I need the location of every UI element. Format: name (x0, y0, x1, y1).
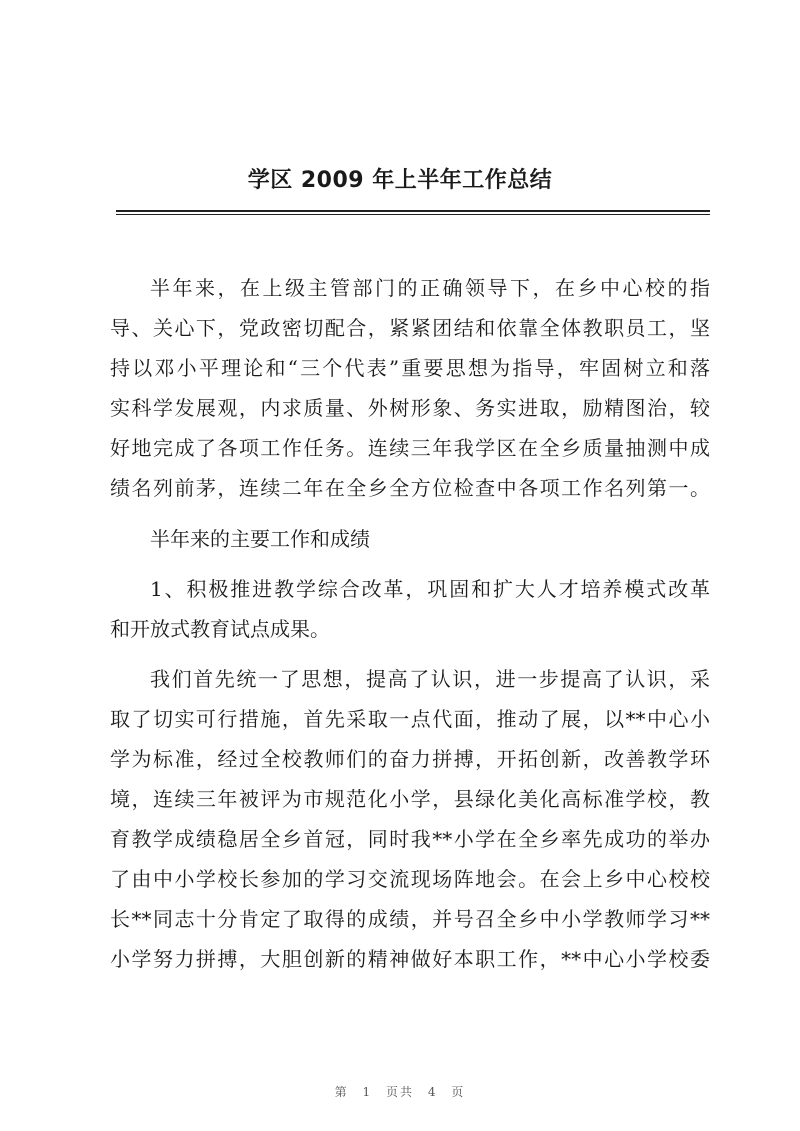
body-line: 了由中小学校长参加的学习交流现场阵地会。在会上乡中心校校 (110, 867, 710, 891)
title-underline (116, 210, 710, 215)
body-line: 持以邓小平理论和“三个代表”重要思想为指导，牢固树立和落 (110, 356, 710, 380)
body-line: 育教学成绩稳居全乡首冠，同时我**小学在全乡率先成功的举办 (110, 827, 710, 851)
body-line: 导、关心下，党政密切配合，紧紧团结和依靠全体教职员工，坚 (110, 316, 710, 340)
body-line: 我们首先统一了思想，提高了认识，进一步提高了认识，采 (150, 667, 710, 691)
footer-suffix: 页 (451, 1085, 466, 1099)
footer-prefix: 第 (334, 1085, 349, 1099)
body-line: 小学努力拼搏，大胆创新的精神做好本职工作，**中心小学校委 (110, 947, 710, 971)
body-line: 学为标准，经过全校教师们的奋力拼搏，开拓创新，改善教学环 (110, 747, 710, 771)
footer-page-number: 1 (362, 1085, 373, 1099)
body-line: 和开放式教育试点成果。 (110, 617, 330, 641)
footer-total-pages: 4 (427, 1085, 438, 1099)
body-line: 取了切实可行措施，首先采取一点代面，推动了展，以**中心小 (110, 707, 710, 731)
section-heading: 半年来的主要工作和成绩 (150, 527, 370, 551)
body-line: 实科学发展观，内求质量、外树形象、务实进取，励精图治，较 (110, 396, 710, 420)
body-line: 好地完成了各项工作任务。连续三年我学区在全乡质量抽测中成 (110, 436, 710, 460)
body-line: 绩名列前茅，连续二年在全乡全方位检查中各项工作名列第一。 (110, 476, 710, 500)
body-line: 境，连续三年被评为市规范化小学，县绿化美化高标准学校，教 (110, 787, 710, 811)
body-line: 半年来，在上级主管部门的正确领导下，在乡中心校的指 (150, 276, 710, 300)
document-title: 学区 2009 年上半年工作总结 (247, 168, 553, 193)
body-line: 1、积极推进教学综合改革，巩固和扩大人才培养模式改革 (150, 577, 710, 601)
page-footer (0, 1083, 800, 1100)
footer-middle: 页共 (385, 1085, 414, 1099)
body-line: 长**同志十分肯定了取得的成绩，并号召全乡中小学教师学习** (110, 907, 710, 931)
